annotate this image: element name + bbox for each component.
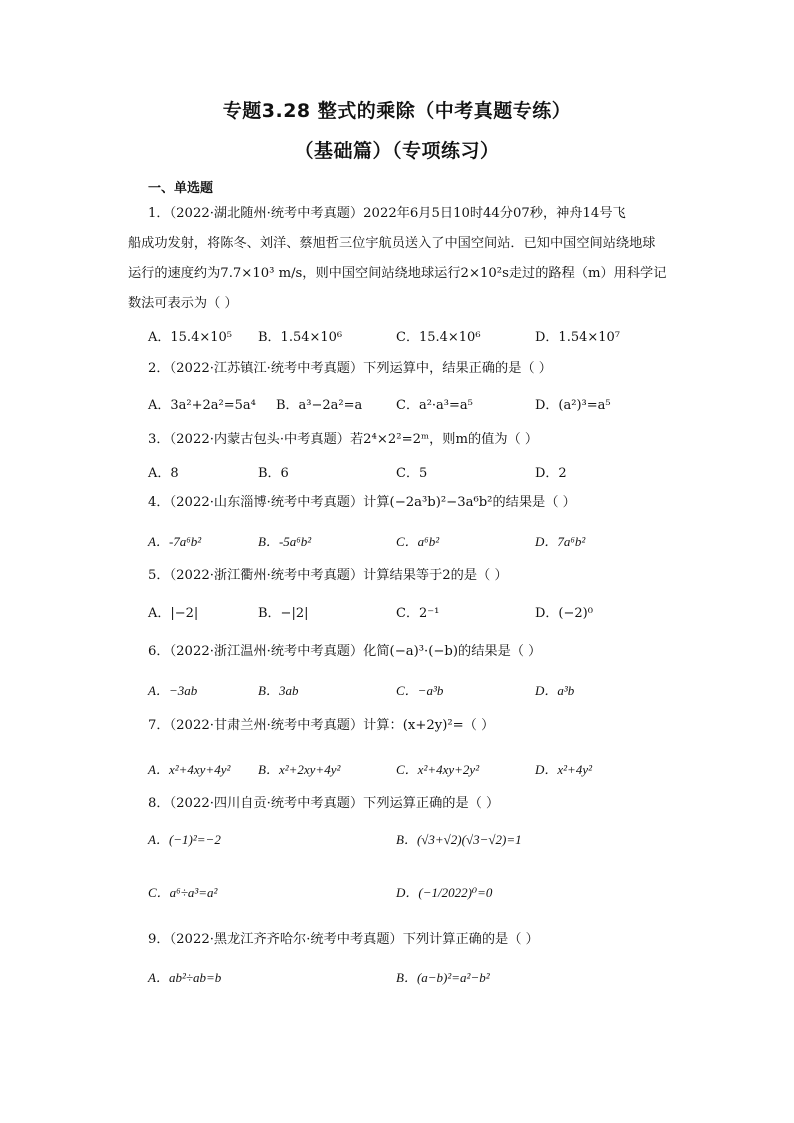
question-5-line-1: 5．（2022·浙江衢州·统考中考真题）计算结果等于2的是（ ） xyxy=(148,568,508,583)
option-c[interactable]: C．5 xyxy=(396,466,428,481)
page-subtitle: （基础篇）（专项练习） xyxy=(294,140,500,162)
question-6-options xyxy=(148,680,648,702)
option-d[interactable]: D．a³b xyxy=(535,683,575,698)
option-c[interactable]: C．a⁶b² xyxy=(396,534,440,549)
question-2-options xyxy=(148,394,648,416)
question-1-line-3: 运行的速度约为7.7×10³ m/s，则中国空间站绕地球运行2×10²s走过的路程（m）用科学记 xyxy=(128,266,667,281)
option-a[interactable]: A．15.4×10⁵ xyxy=(148,330,232,345)
question-3-options xyxy=(148,462,648,484)
option-a[interactable]: A．ab²÷ab=b xyxy=(148,970,222,985)
question-2 xyxy=(148,354,678,384)
option-b[interactable]: B．6 xyxy=(258,466,289,481)
question-8-options-row-2 xyxy=(148,882,648,906)
section-heading: 一、单选题 xyxy=(148,181,214,196)
option-a[interactable]: A．|−2| xyxy=(148,606,199,621)
option-c[interactable]: C．a⁶÷a³=a² xyxy=(148,885,218,900)
question-7-options xyxy=(148,759,648,781)
page-title: 专题3.28 整式的乘除（中考真题专练） xyxy=(222,100,572,122)
question-8 xyxy=(148,789,678,819)
question-1-line-1: 1．（2022·湖北随州·统考中考真题）2022年6月5日10时44分07秒，神舟14号飞 xyxy=(148,206,626,221)
option-c[interactable]: C．a²·a³=a⁵ xyxy=(396,398,473,413)
question-5 xyxy=(148,561,678,591)
option-a[interactable]: A．(−1)²=−2 xyxy=(148,832,221,847)
question-4-options xyxy=(148,531,648,553)
option-b[interactable]: B．-5a⁶b² xyxy=(258,534,312,549)
option-d[interactable]: D．(−1/2022)⁰=0 xyxy=(396,885,493,900)
question-2-line-1: 2．（2022·江苏镇江·统考中考真题）下列运算中，结果正确的是（ ） xyxy=(148,361,552,376)
option-a[interactable]: A．8 xyxy=(148,466,179,481)
option-a[interactable]: A．3a²+2a²=5a⁴ xyxy=(148,398,256,413)
option-d[interactable]: D．(−2)⁰ xyxy=(535,606,593,621)
question-1-line-4: 数法可表示为（ ） xyxy=(128,296,238,311)
question-8-line-1: 8．（2022·四川自贡·统考中考真题）下列运算正确的是（ ） xyxy=(148,796,500,811)
option-c[interactable]: C．15.4×10⁶ xyxy=(396,330,481,345)
option-d[interactable]: D．1.54×10⁷ xyxy=(535,330,621,345)
option-b[interactable]: B．1.54×10⁶ xyxy=(258,330,343,345)
option-b[interactable]: B．x²+2xy+4y² xyxy=(258,762,341,777)
question-3-line-1: 3．（2022·内蒙古包头·中考真题）若2⁴×2²=2ᵐ，则m的值为（ ） xyxy=(148,432,539,447)
question-3 xyxy=(148,425,678,455)
option-a[interactable]: A．x²+4xy+4y² xyxy=(148,762,231,777)
question-4 xyxy=(148,488,678,518)
option-c[interactable]: C．−a³b xyxy=(396,683,444,698)
question-6 xyxy=(148,637,678,667)
option-b[interactable]: B．−|2| xyxy=(258,606,309,621)
option-d[interactable]: D．x²+4y² xyxy=(535,762,592,777)
question-4-line-1: 4．（2022·山东淄博·统考中考真题）计算(−2a³b)²−3a⁶b²的结果是（ ） xyxy=(148,495,576,510)
option-c[interactable]: C．x²+4xy+2y² xyxy=(396,762,480,777)
question-1-line-2: 船成功发射，将陈冬、刘洋、蔡旭哲三位宇航员送入了中国空间站．已知中国空间站绕地球 xyxy=(128,236,656,251)
question-7-line-1: 7．（2022·甘肃兰州·统考中考真题）计算：(x+2y)²=（ ） xyxy=(148,718,495,733)
option-d[interactable]: D．2 xyxy=(535,466,567,481)
option-b[interactable]: B．3ab xyxy=(258,683,299,698)
question-9 xyxy=(148,925,678,955)
question-1 xyxy=(128,199,678,319)
question-9-options xyxy=(148,967,648,989)
question-1-options xyxy=(148,326,648,348)
option-a[interactable]: A．-7a⁶b² xyxy=(148,534,202,549)
question-6-line-1: 6．（2022·浙江温州·统考中考真题）化简(−a)³·(−b)的结果是（ ） xyxy=(148,644,542,659)
option-b[interactable]: B．a³−2a²=a xyxy=(276,398,363,413)
option-b[interactable]: B．(√3+√2)(√3−√2)=1 xyxy=(396,832,522,847)
question-8-options-row-1 xyxy=(148,829,648,853)
question-9-line-1: 9．（2022·黑龙江齐齐哈尔·统考中考真题）下列计算正确的是（ ） xyxy=(148,932,539,947)
question-5-options xyxy=(148,602,648,624)
question-7 xyxy=(148,711,678,741)
option-d[interactable]: D．(a²)³=a⁵ xyxy=(535,398,611,413)
option-c[interactable]: C．2⁻¹ xyxy=(396,606,440,621)
option-b[interactable]: B．(a−b)²=a²−b² xyxy=(396,970,490,985)
option-a[interactable]: A．−3ab xyxy=(148,683,198,698)
option-d[interactable]: D．7a⁶b² xyxy=(535,534,586,549)
